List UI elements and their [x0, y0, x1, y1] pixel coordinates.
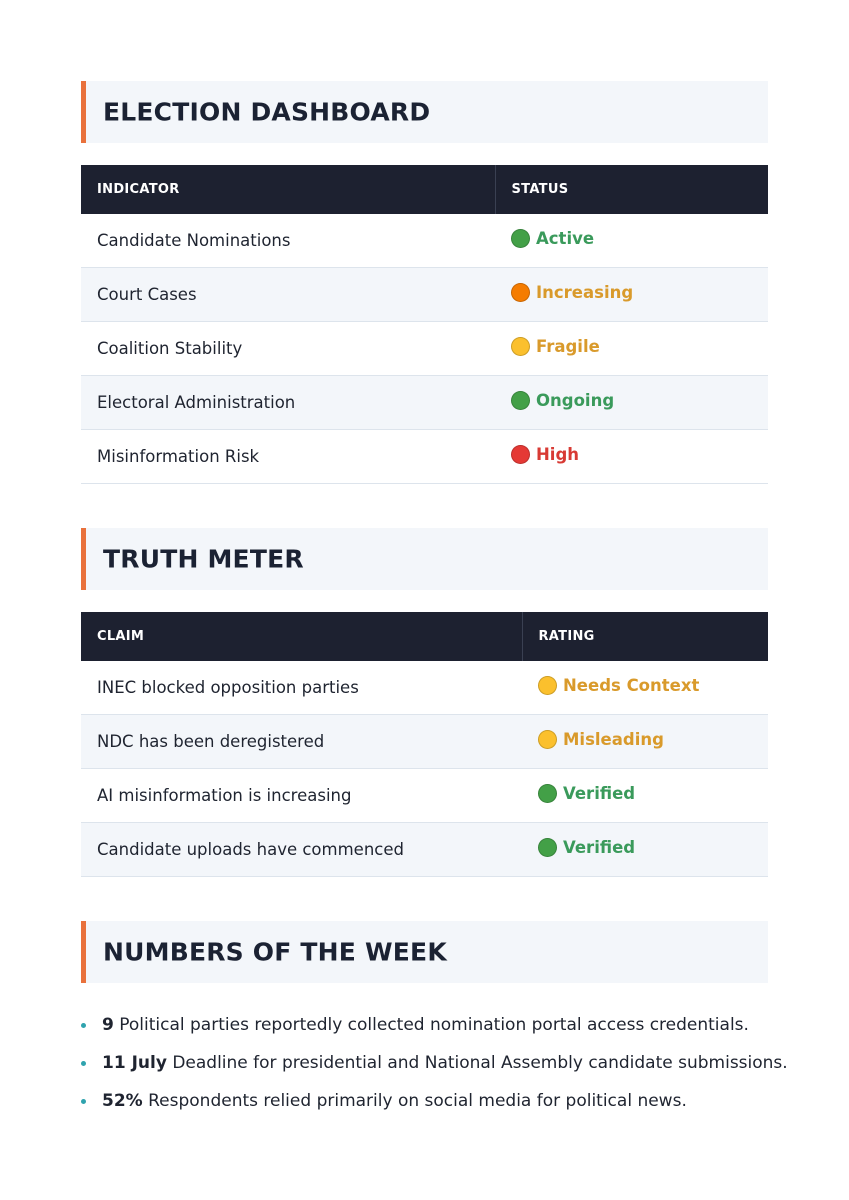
yellow-circle-icon	[538, 730, 557, 749]
indicator-label-cell: Coalition Stability	[81, 322, 495, 376]
truth-meter-title: TRUTH METER	[103, 544, 304, 574]
status-text: High	[536, 445, 580, 464]
status-badge	[511, 445, 579, 464]
status-text: Needs Context	[563, 676, 700, 695]
claim-status-cell	[522, 769, 768, 823]
indicator-status-cell	[495, 268, 768, 322]
status-text: Verified	[563, 784, 636, 803]
list-item-text	[102, 1053, 788, 1073]
indicator-label-cell: Court Cases	[81, 268, 495, 322]
figure-value: 52%	[102, 1091, 143, 1111]
table-row	[81, 661, 768, 715]
table-row	[81, 823, 768, 877]
table-row	[81, 322, 768, 376]
yellow-circle-icon	[511, 337, 530, 356]
red-circle-icon	[511, 445, 530, 464]
column-header-claim: CLAIM	[81, 612, 522, 661]
green-circle-icon	[511, 229, 530, 248]
list-item	[81, 1044, 788, 1082]
bullet-icon	[81, 1061, 86, 1066]
bullet-icon	[81, 1099, 86, 1104]
numbers-of-the-week-header	[81, 921, 768, 983]
column-header-status: STATUS	[495, 165, 768, 214]
election-dashboard-header	[81, 81, 768, 143]
column-header-indicator: INDICATOR	[81, 165, 495, 214]
claim-status-cell	[522, 823, 768, 877]
figure-value: 9	[102, 1015, 114, 1035]
figure-description: Respondents relied primarily on social media for political news.	[142, 1091, 687, 1111]
table-row	[81, 376, 768, 430]
table-header-row	[81, 612, 768, 661]
table-row	[81, 430, 768, 484]
status-badge	[538, 838, 635, 857]
status-badge	[511, 337, 600, 356]
claim-label-cell: INEC blocked opposition parties	[81, 661, 522, 715]
status-badge	[511, 229, 594, 248]
status-text: Active	[536, 229, 595, 248]
claim-label-cell: NDC has been deregistered	[81, 715, 522, 769]
truth-meter-header	[81, 528, 768, 590]
status-text: Increasing	[536, 283, 634, 302]
figure-value: 11 July	[102, 1053, 167, 1073]
indicator-status-cell	[495, 376, 768, 430]
numbers-list	[81, 1006, 788, 1120]
indicator-label-cell: Electoral Administration	[81, 376, 495, 430]
indicator-label-cell: Candidate Nominations	[81, 214, 495, 268]
claim-label-cell: Candidate uploads have commenced	[81, 823, 522, 877]
status-badge	[538, 730, 664, 749]
green-circle-icon	[538, 838, 557, 857]
indicator-status-cell	[495, 430, 768, 484]
figure-description: Deadline for presidential and National Assembly candidate submissions.	[166, 1053, 788, 1073]
bullet-icon	[81, 1023, 86, 1028]
list-item-text	[102, 1015, 749, 1035]
claim-status-cell	[522, 715, 768, 769]
status-text: Ongoing	[536, 391, 615, 410]
table-row	[81, 214, 768, 268]
table-header-row	[81, 165, 768, 214]
numbers-of-the-week-title: NUMBERS OF THE WEEK	[103, 937, 447, 967]
election-dashboard-table	[81, 165, 768, 484]
yellow-circle-icon	[538, 676, 557, 695]
status-text: Misleading	[563, 730, 664, 749]
claim-label-cell: AI misinformation is increasing	[81, 769, 522, 823]
table-row	[81, 715, 768, 769]
green-circle-icon	[538, 784, 557, 803]
status-badge	[538, 676, 699, 695]
orange-circle-icon	[511, 283, 530, 302]
indicator-label-cell: Misinformation Risk	[81, 430, 495, 484]
table-row	[81, 769, 768, 823]
list-item	[81, 1082, 781, 1120]
truth-meter-table	[81, 612, 768, 877]
claim-status-cell	[522, 661, 768, 715]
status-badge	[538, 784, 635, 803]
indicator-status-cell	[495, 322, 768, 376]
figure-description: Political parties reportedly collected nomination portal access credentials.	[113, 1015, 749, 1035]
election-dashboard-title: ELECTION DASHBOARD	[103, 97, 431, 127]
column-header-rating: RATING	[522, 612, 768, 661]
list-item	[81, 1006, 781, 1044]
indicator-status-cell	[495, 214, 768, 268]
green-circle-icon	[511, 391, 530, 410]
table-row	[81, 268, 768, 322]
status-badge	[511, 391, 614, 410]
list-item-text	[102, 1091, 687, 1111]
status-badge	[511, 283, 633, 302]
status-text: Verified	[563, 838, 636, 857]
status-text: Fragile	[536, 337, 600, 356]
